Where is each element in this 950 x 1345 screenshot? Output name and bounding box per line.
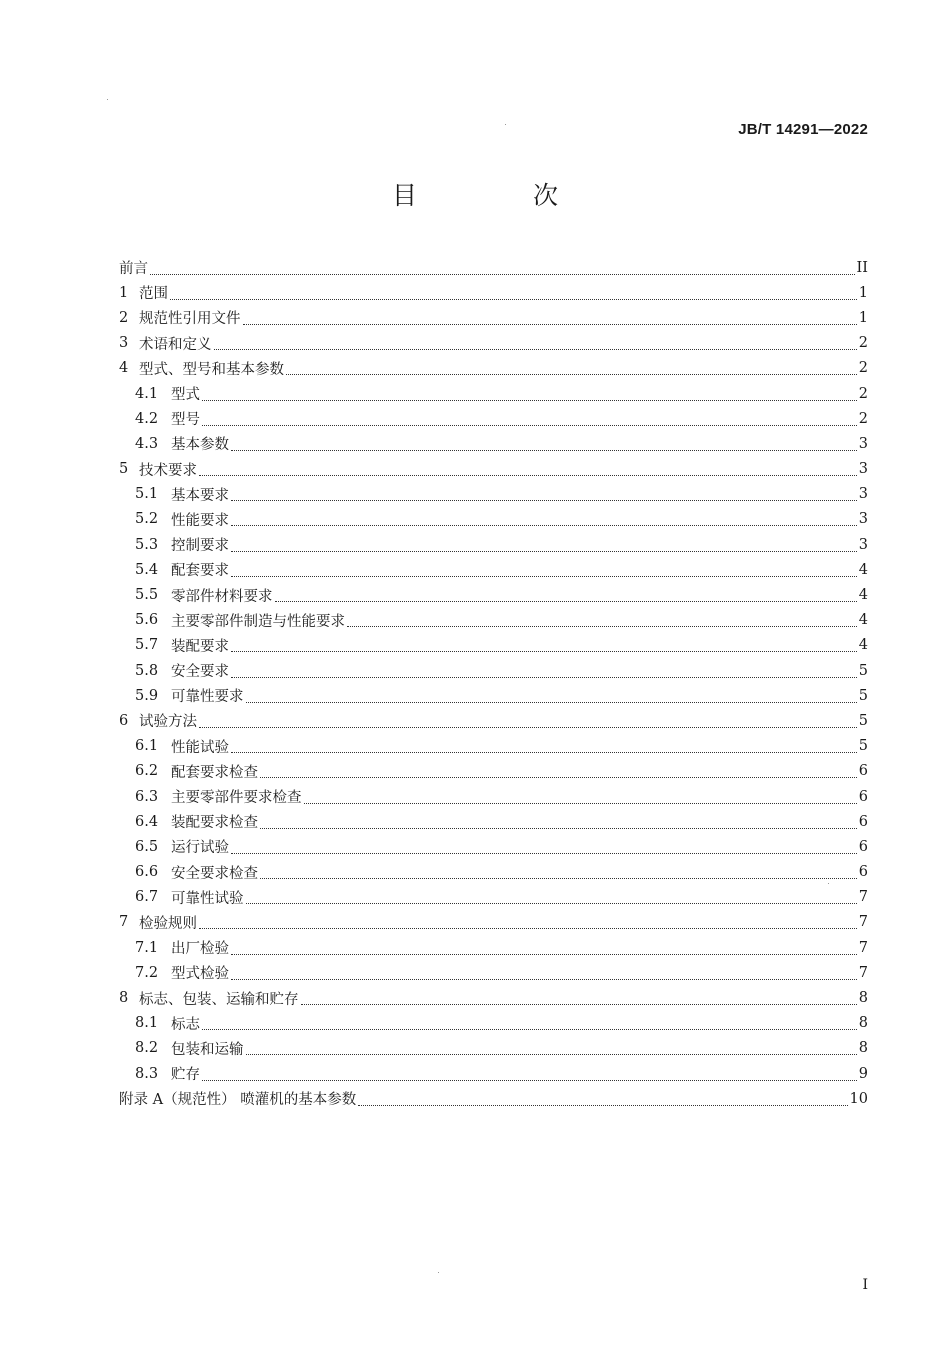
dot-leader: [231, 852, 857, 854]
toc-entry-label: 型式、型号和基本参数: [139, 361, 284, 378]
toc-entry-number: 2: [119, 309, 129, 326]
page-number: I: [862, 1277, 868, 1293]
toc-entry-number: 6.1: [135, 738, 159, 755]
toc-entry-number: 6: [119, 712, 129, 729]
toc-entry-label: 前言: [119, 261, 148, 278]
toc-entry-number: 6.4: [135, 813, 159, 830]
toc-entry[interactable]: [119, 885, 868, 910]
toc-entry-page: 1: [858, 284, 868, 301]
toc-entry-page: 3: [858, 511, 868, 528]
dot-leader: [260, 776, 857, 778]
dot-leader: [358, 1104, 847, 1106]
toc-entry-number: 7: [119, 914, 129, 931]
toc-entry-label: 检验规则: [139, 915, 197, 932]
toc-entry[interactable]: [119, 1011, 868, 1036]
dot-leader: [231, 499, 857, 501]
toc-entry-page: 6: [858, 763, 868, 780]
toc-entry[interactable]: [119, 557, 868, 582]
toc-entry-label: 试验方法: [139, 714, 197, 731]
dot-leader: [246, 701, 857, 703]
toc-entry-number: 5.9: [135, 687, 159, 704]
dot-leader: [243, 323, 857, 325]
toc-entry[interactable]: [119, 960, 868, 985]
toc-entry-number: 4: [119, 360, 129, 377]
scan-speck: [107, 99, 108, 100]
dot-leader: [199, 726, 857, 728]
dot-leader: [231, 953, 857, 955]
toc-entry-page: 5: [858, 687, 868, 704]
toc-entry-number: 8.3: [135, 1065, 159, 1082]
toc-entry[interactable]: [119, 457, 868, 482]
toc-entry-label: 主要零部件制造与性能要求: [171, 613, 345, 630]
toc-entry-label: 术语和定义: [139, 336, 212, 353]
standard-number: JB/T 14291—2022: [738, 121, 868, 138]
toc-entry-page: 5: [858, 712, 868, 729]
toc-entry-page: 4: [858, 587, 868, 604]
scan-speck: [438, 1272, 439, 1273]
toc-entry-label: 型号: [171, 412, 200, 429]
toc-entry-number: 5: [119, 461, 129, 478]
dot-leader: [260, 827, 857, 829]
toc-entry[interactable]: [119, 683, 868, 708]
toc-entry-page: 3: [858, 486, 868, 503]
toc-entry[interactable]: [119, 255, 868, 280]
toc-entry[interactable]: [119, 834, 868, 859]
toc-entry[interactable]: [119, 331, 868, 356]
toc-entry[interactable]: [119, 406, 868, 431]
toc-entry-page: 3: [858, 435, 868, 452]
toc-entry-label: 运行试验: [171, 840, 229, 857]
scan-speck: [505, 124, 506, 125]
toc-entry-page: 6: [858, 838, 868, 855]
toc-entry-page: 8: [858, 990, 868, 1007]
dot-leader: [214, 348, 857, 350]
toc-entry[interactable]: [119, 1061, 868, 1086]
toc-entry-label: 型式: [171, 387, 200, 404]
toc-entry-page: 7: [858, 964, 868, 981]
dot-leader: [170, 298, 857, 300]
toc-entry-number: 6.3: [135, 788, 159, 805]
toc-entry[interactable]: [119, 1036, 868, 1061]
dot-leader: [199, 927, 857, 929]
toc-entry-label: 型式检验: [171, 966, 229, 983]
toc-entry-label: 装配要求检查: [171, 815, 258, 832]
toc-entry-page: 2: [858, 335, 868, 352]
toc-entry[interactable]: [119, 860, 868, 885]
dot-leader: [246, 1053, 857, 1055]
toc-entry-label: 出厂检验: [171, 941, 229, 958]
dot-leader: [231, 676, 857, 678]
toc-entry-number: 6.2: [135, 763, 159, 780]
toc-entry[interactable]: [119, 532, 868, 557]
scan-speck: [828, 883, 829, 884]
dot-leader: [347, 625, 857, 627]
dot-leader: [202, 1079, 857, 1081]
toc-entry-number: 6.6: [135, 864, 159, 881]
dot-leader: [231, 978, 857, 980]
toc-entry-number: 8: [119, 990, 129, 1007]
toc-entry-page: 10: [849, 1090, 868, 1107]
dot-leader: [202, 1028, 857, 1030]
toc-entry-number: 5.6: [135, 612, 159, 629]
page-title: 目 次: [392, 181, 612, 210]
toc-entry-number: 7.1: [135, 939, 159, 956]
toc-entry-label: 标志、包装、运输和贮存: [139, 991, 299, 1008]
toc-entry-number: 6.5: [135, 838, 159, 855]
toc-entry-label: 性能试验: [171, 739, 229, 756]
toc-entry-label: 可靠性试验: [171, 890, 244, 907]
dot-leader: [202, 424, 857, 426]
toc-entry-label: 配套要求: [171, 563, 229, 580]
toc-entry-number: 1: [119, 284, 129, 301]
toc-entry[interactable]: [119, 910, 868, 935]
dot-leader: [199, 474, 857, 476]
toc-entry-page: 6: [858, 813, 868, 830]
toc-entry[interactable]: [119, 784, 868, 809]
toc-entry-number: 5.1: [135, 486, 159, 503]
dot-leader: [231, 575, 857, 577]
dot-leader: [231, 751, 857, 753]
toc-entry-number: 8.2: [135, 1040, 159, 1057]
toc-entry-number: 5.5: [135, 587, 159, 604]
toc-entry-page: 2: [858, 360, 868, 377]
toc-entry-label: 包装和运输: [171, 1041, 244, 1058]
toc-entry[interactable]: [119, 381, 868, 406]
toc-entry-number: 5.3: [135, 536, 159, 553]
toc-entry-label: 贮存: [171, 1067, 200, 1084]
toc-entry[interactable]: [119, 708, 868, 733]
toc-entry[interactable]: [119, 431, 868, 456]
toc-entry-label: 附录 A（规范性） 喷灌机的基本参数: [119, 1092, 357, 1109]
toc-entry[interactable]: [119, 608, 868, 633]
dot-leader: [231, 650, 857, 652]
dot-leader: [275, 600, 857, 602]
toc-entry-number: 5.4: [135, 561, 159, 578]
toc-entry-page: 4: [858, 637, 868, 654]
toc-entry[interactable]: [119, 356, 868, 381]
toc-entry-page: 2: [858, 385, 868, 402]
toc-entry-label: 安全要求检查: [171, 865, 258, 882]
toc-entry[interactable]: [119, 935, 868, 960]
dot-leader: [260, 877, 857, 879]
dot-leader: [231, 449, 857, 451]
toc-entry[interactable]: [119, 658, 868, 683]
toc-entry-page: 6: [858, 864, 868, 881]
toc-entry-page: II: [856, 259, 868, 276]
toc-entry[interactable]: [119, 985, 868, 1010]
toc-entry-page: 1: [858, 309, 868, 326]
toc-entry-page: 5: [858, 662, 868, 679]
toc-entry[interactable]: [119, 809, 868, 834]
toc-entry-page: 7: [858, 889, 868, 906]
toc-entry-page: 8: [858, 1040, 868, 1057]
toc-entry[interactable]: [119, 482, 868, 507]
toc-entry-label: 安全要求: [171, 664, 229, 681]
toc-entry-label: 主要零部件要求检查: [171, 790, 302, 807]
toc-entry-label: 规范性引用文件: [139, 311, 241, 328]
toc-entry[interactable]: [119, 280, 868, 305]
toc-entry-label: 可靠性要求: [171, 689, 244, 706]
toc-entry[interactable]: [119, 1086, 868, 1111]
toc-entry[interactable]: [119, 582, 868, 607]
toc-entry[interactable]: [119, 633, 868, 658]
toc-entry-number: 5.8: [135, 662, 159, 679]
toc-entry-label: 零部件材料要求: [171, 588, 273, 605]
toc-entry-label: 配套要求检查: [171, 764, 258, 781]
toc-entry-page: 9: [858, 1065, 868, 1082]
table-of-contents: [119, 255, 868, 1111]
toc-entry-page: 3: [858, 461, 868, 478]
dot-leader: [150, 273, 855, 275]
toc-entry-label: 范围: [139, 286, 168, 303]
toc-entry-label: 基本参数: [171, 437, 229, 454]
dot-leader: [301, 1003, 857, 1005]
toc-entry[interactable]: [119, 305, 868, 330]
toc-entry-number: 3: [119, 335, 129, 352]
toc-entry-number: 7.2: [135, 964, 159, 981]
toc-entry-page: 6: [858, 788, 868, 805]
dot-leader: [231, 550, 857, 552]
toc-entry[interactable]: [119, 734, 868, 759]
toc-entry[interactable]: [119, 759, 868, 784]
toc-entry-page: 2: [858, 410, 868, 427]
toc-entry-page: 8: [858, 1015, 868, 1032]
toc-entry-number: 4.3: [135, 435, 159, 452]
toc-entry-number: 8.1: [135, 1015, 159, 1032]
toc-entry-number: 5.2: [135, 511, 159, 528]
toc-entry[interactable]: [119, 507, 868, 532]
toc-entry-label: 基本要求: [171, 487, 229, 504]
toc-entry-label: 技术要求: [139, 462, 197, 479]
toc-entry-page: 4: [858, 612, 868, 629]
toc-entry-label: 标志: [171, 1016, 200, 1033]
dot-leader: [304, 802, 857, 804]
toc-entry-label: 装配要求: [171, 638, 229, 655]
dot-leader: [286, 373, 857, 375]
dot-leader: [246, 902, 857, 904]
toc-entry-number: 5.7: [135, 637, 159, 654]
toc-entry-label: 性能要求: [171, 512, 229, 529]
toc-entry-number: 4.1: [135, 385, 159, 402]
toc-entry-page: 3: [858, 536, 868, 553]
toc-entry-page: 7: [858, 939, 868, 956]
dot-leader: [202, 399, 857, 401]
dot-leader: [231, 524, 857, 526]
toc-entry-number: 6.7: [135, 889, 159, 906]
toc-entry-label: 控制要求: [171, 538, 229, 555]
toc-entry-page: 4: [858, 561, 868, 578]
toc-entry-number: 4.2: [135, 410, 159, 427]
toc-entry-page: 7: [858, 914, 868, 931]
toc-entry-page: 5: [858, 738, 868, 755]
